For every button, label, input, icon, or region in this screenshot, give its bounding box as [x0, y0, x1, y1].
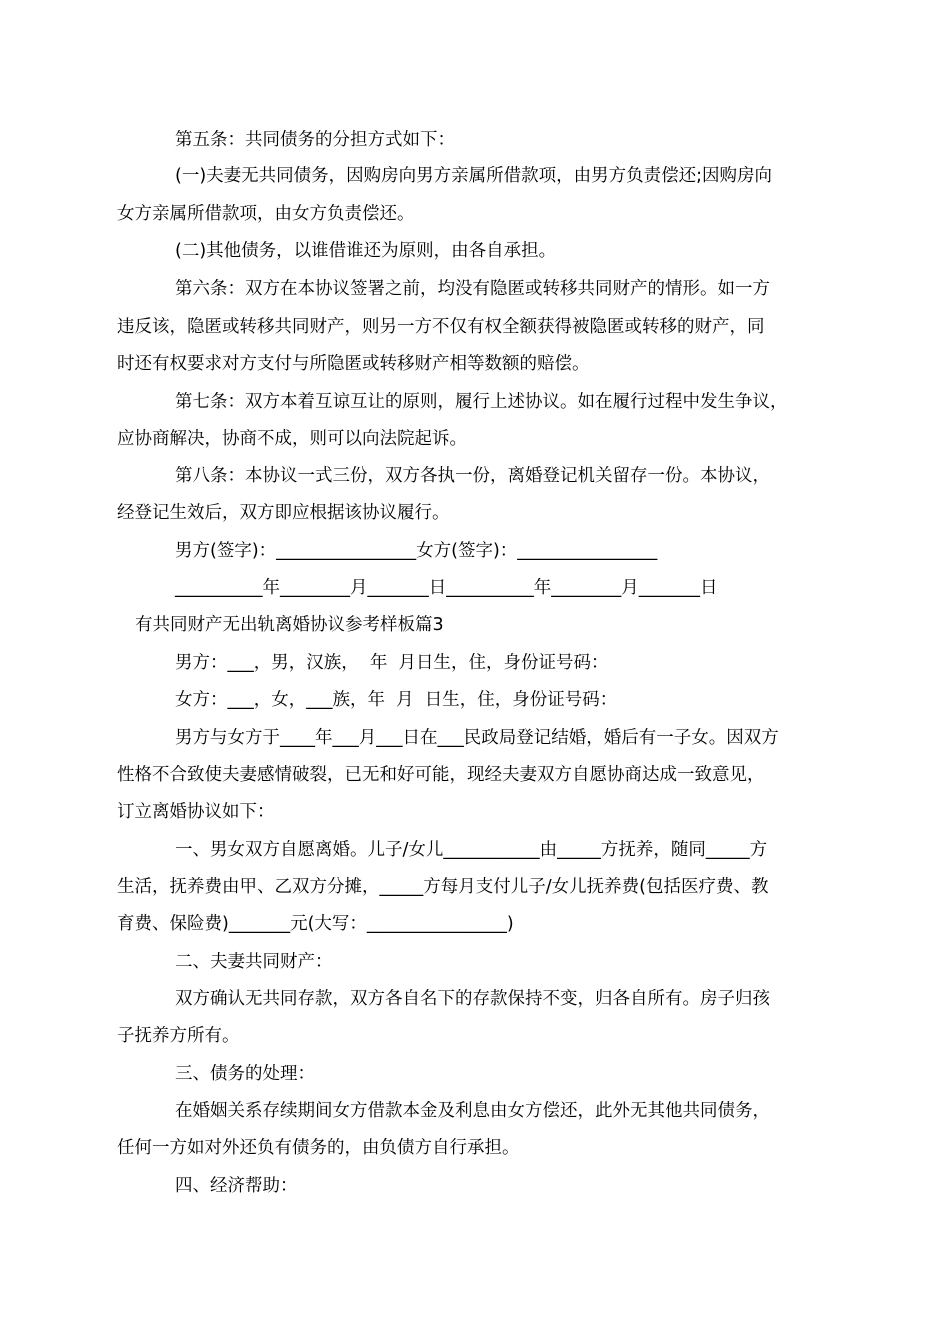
section-title: 有共同财产无出轨离婚协议参考样板篇3: [135, 615, 444, 635]
preamble-line-3: 订立离婚协议如下：: [117, 802, 275, 822]
article-5-heading: 第五条：共同债务的分担方式如下：: [175, 130, 455, 150]
article-5-item-1-line-1: (一)夫妻无共同债务，因购房向男方亲属所借款项，由男方负责偿还;因购房向: [175, 166, 773, 186]
husband-info: 男方：___，男，汉族， 年 月日生，住，身份证号码：: [175, 653, 609, 673]
preamble-line-1: 男方与女方于____年___月___日在___民政局登记结婚，婚后有一子女。因双方: [175, 728, 779, 748]
article-5-item-2: (二)其他债务，以谁借谁还为原则，由各自承担。: [175, 241, 557, 261]
article-5-item-1-line-2: 女方亲属所借款项，由女方负责偿还。: [117, 204, 415, 224]
clause-1-line-2: 生活，抚养费由甲、乙双方分摊，_____方每月支付儿子/女儿抚养费(包括医疗费、教: [117, 877, 769, 897]
clause-2-heading: 二、夫妻共同财产：: [175, 952, 333, 972]
article-8-line-1: 第八条：本协议一式三份，双方各执一份，离婚登记机关留存一份。本协议，: [175, 466, 770, 486]
clause-1-line-3: 育费、保险费)_______元(大写：________________): [117, 914, 514, 934]
clause-3-heading: 三、债务的处理：: [175, 1064, 315, 1084]
wife-info: 女方：___，女，___族，年 月 日生，住，身份证号码：: [175, 690, 618, 710]
date-line: __________年________月_______日__________年________月_______日: [175, 578, 718, 598]
article-7-line-2: 应协商解决，协商不成，则可以向法院起诉。: [117, 429, 467, 449]
article-7-line-1: 第七条：双方本着互谅互让的原则，履行上述协议。如在履行过程中发生争议，: [175, 392, 788, 412]
signature-line: 男方(签字)：________________女方(签字)：________________: [175, 541, 658, 561]
article-6-line-1: 第六条：双方在本协议签署之前，均没有隐匿或转移共同财产的情形。如一方: [175, 279, 770, 299]
clause-1-line-1: 一、男女双方自愿离婚。儿子/女儿___________由_____方抚养，随同_____方: [175, 840, 768, 860]
clause-3-line-1: 在婚姻关系存续期间女方借款本金及利息由女方偿还，此外无其他共同债务，: [175, 1101, 770, 1121]
clause-4-heading: 四、经济帮助：: [175, 1176, 298, 1196]
clause-3-line-2: 任何一方如对外还负有债务的，由负债方自行承担。: [117, 1138, 520, 1158]
preamble-line-2: 性格不合致使夫妻感情破裂，已无和好可能，现经夫妻双方自愿协商达成一致意见，: [117, 765, 765, 785]
article-6-line-2: 违反该，隐匿或转移共同财产，则另一方不仅有权全额获得被隐匿或转移的财产，同: [117, 317, 765, 337]
article-8-line-2: 经登记生效后，双方即应根据该协议履行。: [117, 503, 450, 523]
clause-2-line-1: 双方确认无共同存款，双方各自名下的存款保持不变，归各自所有。房子归孩: [175, 989, 770, 1009]
article-6-line-3: 时还有权要求对方支付与所隐匿或转移财产相等数额的赔偿。: [117, 354, 590, 374]
clause-2-line-2: 子抚养方所有。: [117, 1026, 240, 1046]
